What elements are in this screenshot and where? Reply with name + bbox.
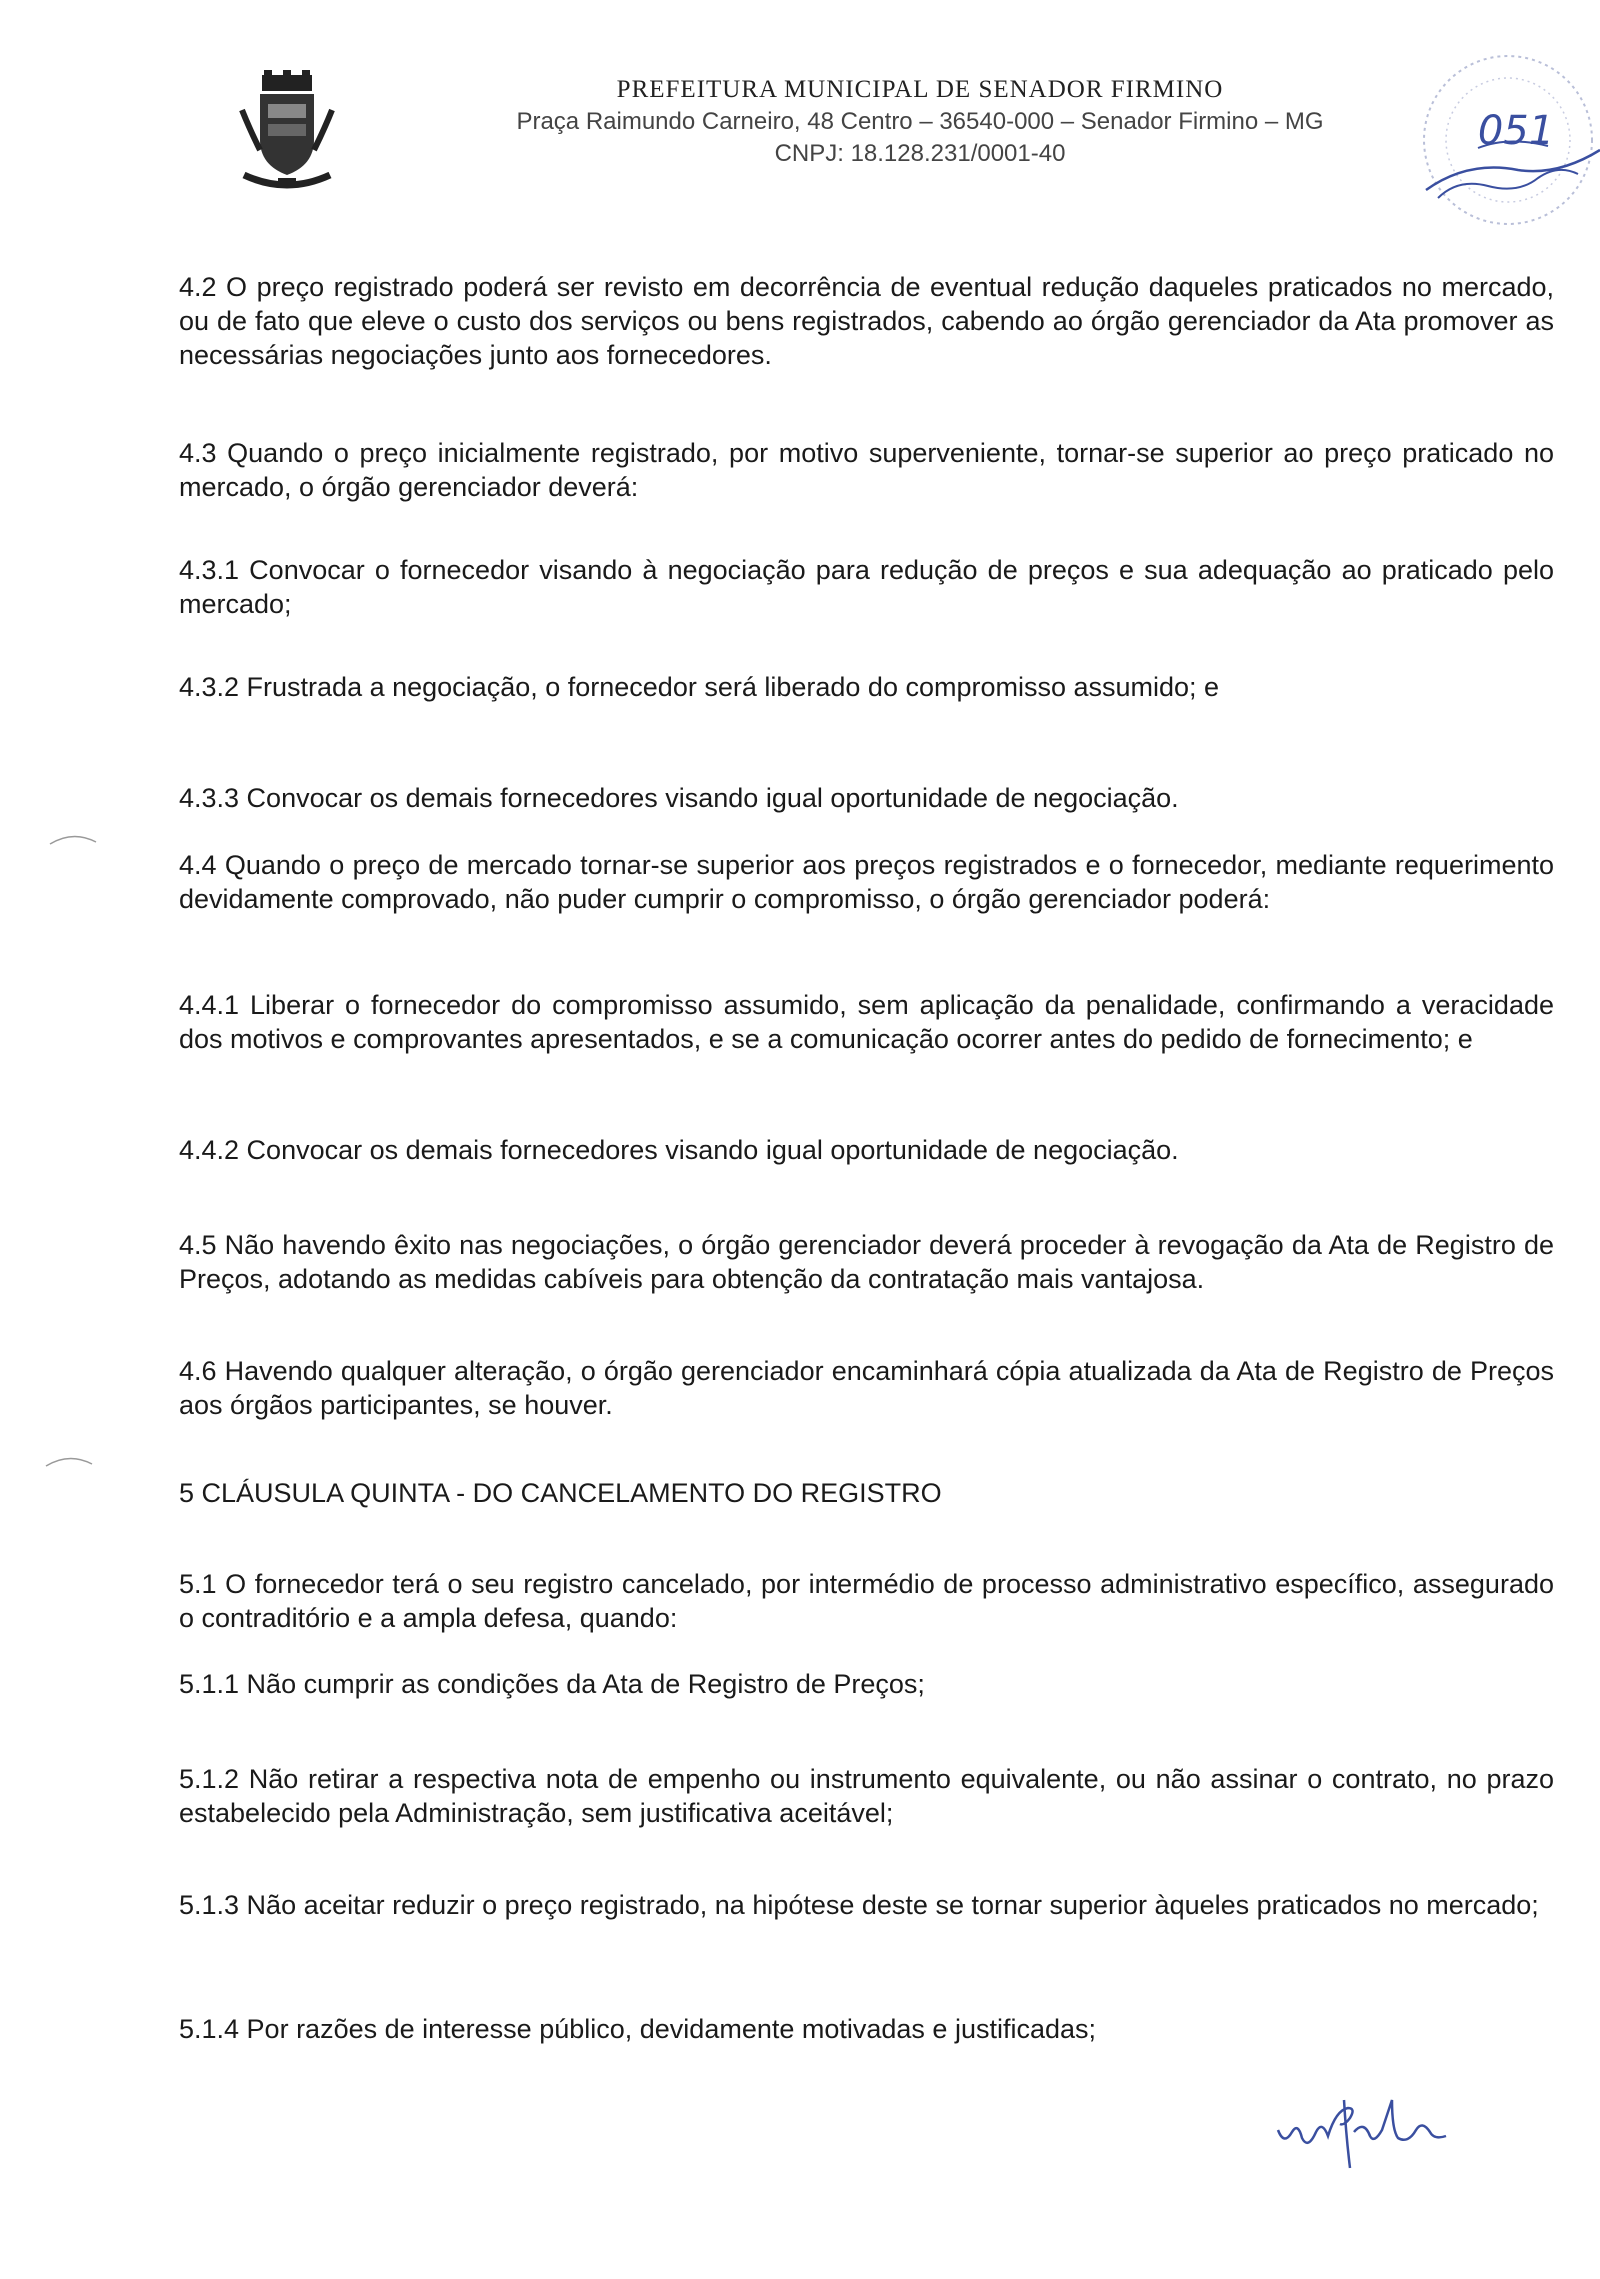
paragraph-4-4-1: 4.4.1 Liberar o fornecedor do compromisso assumido, sem aplicação da penalidade, confirmando a veracidade dos motivos e comprovantes apresentados, e se a comunicação ocorrer antes do pedido de fornecimento; e — [179, 990, 1554, 1054]
section-heading-5: 5 CLÁUSULA QUINTA - DO CANCELAMENTO DO REGISTRO — [179, 1478, 942, 1508]
paragraph-4-5: 4.5 Não havendo êxito nas negociações, o órgão gerenciador deverá proceder à revogação da Ata de Registro de Preços, adotando as medidas cabíveis para obtenção da contratação mais vantajosa. — [179, 1230, 1554, 1294]
signature-icon — [1270, 2080, 1510, 2170]
paragraph-5-1-3: 5.1.3 Não aceitar reduzir o preço registrado, na hipótese deste se tornar superior àqueles praticados no mercado; — [179, 1890, 1539, 1920]
paragraph-4-6: 4.6 Havendo qualquer alteração, o órgão gerenciador encaminhará cópia atualizada da Ata de Registro de Preços aos órgãos participantes, se houver. — [179, 1356, 1554, 1420]
margin-mark — [44, 1450, 94, 1470]
letterhead-address: Praça Raimundo Carneiro, 48 Centro – 36540-000 – Senador Firmino – MG — [516, 108, 1324, 135]
letterhead — [420, 74, 1420, 170]
letterhead-cnpj: CNPJ: 18.128.231/0001-40 — [774, 140, 1066, 167]
page-number-stamp — [1408, 40, 1600, 240]
paragraph-5-1-4: 5.1.4 Por razões de interesse público, devidamente motivadas e justificadas; — [179, 2014, 1097, 2044]
paragraph-5-1: 5.1 O fornecedor terá o seu registro cancelado, por intermédio de processo administrativo específico, assegurado o contraditório e a ampla defesa, quando: — [179, 1569, 1554, 1633]
paragraph-4-3: 4.3 Quando o preço inicialmente registrado, por motivo superveniente, tornar-se superior ao preço praticado no mercado, o órgão gerenciador deverá: — [179, 438, 1554, 502]
paragraph-4-3-2: 4.3.2 Frustrada a negociação, o fornecedor será liberado do compromisso assumido; e — [179, 672, 1220, 702]
paragraph-4-4: 4.4 Quando o preço de mercado tornar-se superior aos preços registrados e o fornecedor, mediante requerimento devidamente comprovado, não puder cumprir o compromisso, o órgão gerenciador poderá: — [179, 850, 1554, 914]
paragraph-4-3-3: 4.3.3 Convocar os demais fornecedores visando igual oportunidade de negociação. — [179, 783, 1179, 813]
paragraph-5-1-2: 5.1.2 Não retirar a respectiva nota de empenho ou instrumento equivalente, ou não assinar o contrato, no prazo estabelecido pela Administração, sem justificativa aceitável; — [179, 1764, 1554, 1828]
stamp-page-number: 051 — [1477, 108, 1555, 154]
paragraph-5-1-1: 5.1.1 Não cumprir as condições da Ata de Registro de Preços; — [179, 1669, 925, 1699]
paragraph-4-3-1: 4.3.1 Convocar o fornecedor visando à negociação para redução de preços e sua adequação ao praticado pelo mercado; — [179, 555, 1554, 619]
letterhead-title: PREFEITURA MUNICIPAL DE SENADOR FIRMINO — [616, 76, 1224, 103]
paragraph-4-4-2: 4.4.2 Convocar os demais fornecedores visando igual oportunidade de negociação. — [179, 1135, 1179, 1165]
coat-of-arms-icon — [232, 70, 342, 195]
margin-mark — [48, 828, 98, 848]
paragraph-4-2: 4.2 O preço registrado poderá ser revisto em decorrência de eventual redução daqueles praticados no mercado, ou de fato que eleve o custo dos serviços ou bens registrados, cabendo ao órgão gerenciador da Ata promover as necessárias negociações junto aos fornecedores. — [179, 272, 1554, 370]
